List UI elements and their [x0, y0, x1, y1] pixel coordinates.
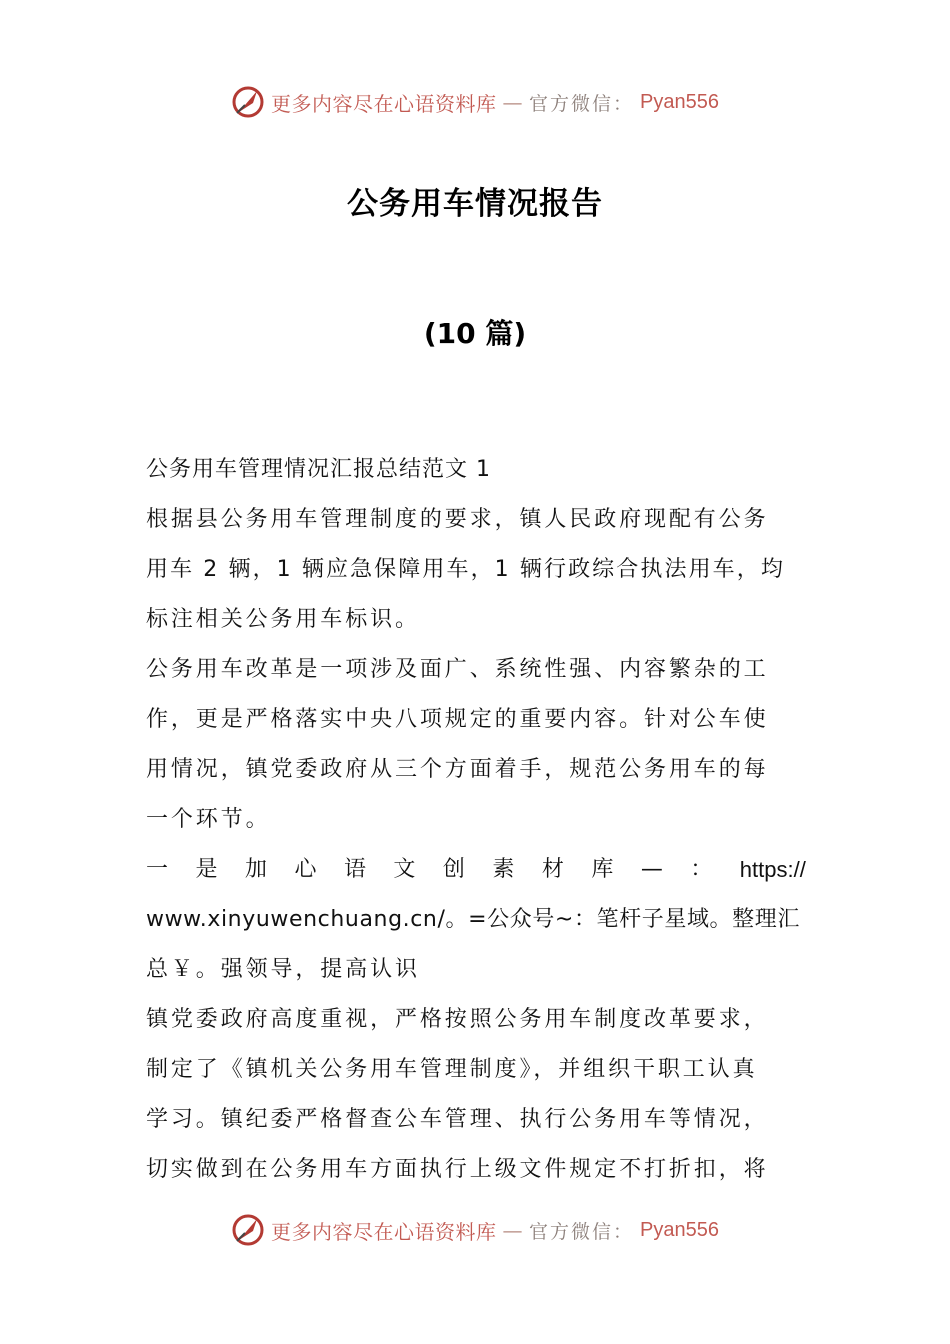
quill-logo-icon	[231, 85, 265, 119]
spread-char: 是	[195, 857, 218, 882]
body-line: 制定了《镇机关公务用车管理制度》，并组织干职工认真	[146, 1057, 758, 1082]
watermark-text: 更多内容尽在心语资料库	[271, 91, 497, 116]
spread-line	[146, 845, 806, 895]
spread-char: 材	[541, 857, 564, 882]
watermark-id: Pyan556	[640, 90, 719, 113]
spread-char: 语	[343, 857, 366, 882]
body-line: 一个环节。	[146, 807, 271, 832]
body-line: 用情况，镇党委政府从三个方面着手，规范公务用车的每	[146, 757, 769, 782]
document-title: 公务用车情况报告	[347, 186, 603, 222]
watermark-id: Pyan556	[640, 1218, 719, 1241]
spread-char: 一	[146, 857, 169, 882]
spread-char: 创	[442, 857, 465, 882]
spread-char: 加	[244, 857, 267, 882]
quill-logo-icon	[231, 1213, 265, 1247]
spread-char: 心	[294, 857, 317, 882]
document-subtitle: (10 篇)	[423, 317, 527, 350]
header-watermark	[0, 82, 950, 122]
watermark-official: 官方微信：	[529, 92, 635, 115]
spread-char: ：	[690, 857, 713, 882]
watermark-official: 官方微信：	[529, 1220, 635, 1243]
body-line: 切实做到在公务用车方面执行上级文件规定不打折扣，将	[146, 1157, 769, 1182]
body-line: 作，更是严格落实中央八项规定的重要内容。针对公车使	[146, 707, 769, 732]
spread-char: —	[640, 857, 663, 882]
body-line: 学习。镇纪委严格督查公车管理、执行公务用车等情况，	[146, 1107, 769, 1132]
body-line: 公务用车改革是一项涉及面广、系统性强、内容繁杂的工	[146, 657, 769, 682]
body-line: 总￥。强领导，提高认识	[146, 957, 420, 982]
body-line: 公务用车管理情况汇报总结范文 1	[146, 457, 491, 482]
body-line: 根据县公务用车管理制度的要求，镇人民政府现配有公务	[146, 507, 769, 532]
document-body	[146, 445, 806, 1195]
footer-watermark	[0, 1210, 950, 1250]
spread-url: https://	[739, 857, 806, 882]
body-line: 标注相关公务用车标识。	[146, 607, 420, 632]
spread-char: 素	[492, 857, 515, 882]
watermark-separator: —	[502, 1218, 523, 1242]
body-line: www.xinyuwenchuang.cn/。=公众号~：笔杆子星域。整理汇	[146, 907, 800, 932]
body-line: 镇党委政府高度重视，严格按照公务用车制度改革要求，	[146, 1007, 769, 1032]
spread-char: 库	[591, 857, 614, 882]
spread-char: 文	[393, 857, 416, 882]
watermark-separator: —	[502, 90, 523, 114]
body-line: 用车 2 辆，1 辆应急保障用车，1 辆行政综合执法用车，均	[146, 557, 785, 582]
watermark-text: 更多内容尽在心语资料库	[271, 1219, 497, 1244]
